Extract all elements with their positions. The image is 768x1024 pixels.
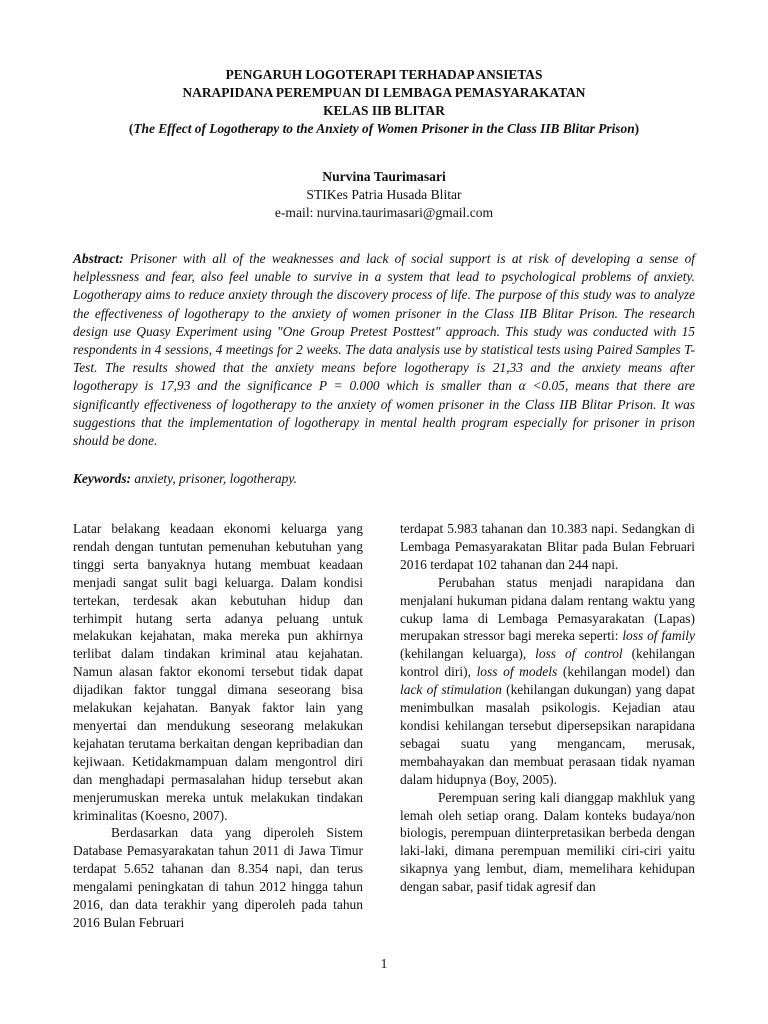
abstract	[73, 250, 695, 450]
author-block	[40, 168, 728, 222]
title-english-text: The Effect of Logotherapy to the Anxiety of Women Prisoner in the Class IIB Blitar Prison	[133, 121, 635, 136]
title-english: (The Effect of Logotherapy to the Anxiety of Women Prisoner in the Class IIB Blitar Prison)	[128, 121, 640, 136]
author-affiliation: STIKes Patria Husada Blitar	[306, 187, 462, 202]
paper-title	[40, 66, 728, 138]
body-column-right	[400, 520, 695, 896]
body-left-paragraph-2: Berdasarkan data yang diperoleh Sistem Database Pemasyarakatan tahun 2011 di Jawa Timur terdapat 5.652 tahanan dan 8.354 napi, dan terus mengalami peningkatan di tahun 2012 hingga tahun 2016, dan data terakhir yang diperoleh pada tahun 2016 Bulan Februari	[73, 825, 363, 930]
author-name: Nurvina Taurimasari	[322, 169, 446, 184]
keywords-text: anxiety, prisoner, logotherapy.	[134, 471, 297, 486]
abstract-label: Abstract:	[73, 251, 124, 266]
body-right-paragraph-2: Perubahan status menjadi narapidana dan menjalani hukuman pidana dalam rentang waktu yang cukup lama di Lembaga Pemasyarakatan (Lapas) merupakan stressor bagi mereka seperti: loss of family (kehilangan keluarga), loss of control (kehilangan kontrol diri), loss of models (kehilangan model) dan lack of stimulation (kehilangan dukungan) yang dapat menimbulkan masalah psikologis. Kejadian atau kondisi kehilangan tersebut dipersepsikan narapidana sebagai suatu yang mengancam, merusak, membahayakan dan membuat perasaan tidak nyaman dalam hidupnya (Boy, 2005).	[400, 574, 696, 787]
keywords-label: Keywords:	[73, 471, 132, 486]
title-line-3: KELAS IIB BLITAR	[323, 103, 445, 118]
keywords	[73, 470, 695, 488]
body-right-paragraph-3: Perempuan sering kali dianggap makhluk yang lemah oleh setiap orang. Dalam konteks budaya/non biologis, perempuan diinterpretasikan berbeda dengan laki-laki, dimana perempuan memiliki ciri-ciri yaitu sikapnya yang lembut, diam, memelihara kehidupan dengan sabar, pasif tidak agresif dan	[400, 789, 695, 895]
body-column-left	[73, 520, 363, 932]
abstract-text: Prisoner with all of the weaknesses and lack of social support is at risk of developing a sense of helplessness and fear, also feel unable to survive in a system that lead to psychological problems of anxiety. Logotherapy aims to reduce anxiety through the discovery process of life. The purpose of this study was to analyze the effectiveness of logotherapy to the anxiety of women prisoner in the Class IIB Blitar Prison. The research design use Quasy Experiment using "One Group Pretest Posttest" approach. This study was conducted with 15 respondents in 4 sessions, 4 meetings for 2 weeks. The data analysis use by statistical tests using Paired Samples T-Test. The results showed that the anxiety means before logotherapy is 21,33 and the anxiety means after logotherapy is 17,93 and the significance P = 0.000 which is smaller than α <0.05, means that there are significantly effectiveness of logotherapy to the anxiety of women prisoner in the Class IIB Blitar Prison. It was suggestions that the implementation of logotherapy in mental health program especially for prisoner in prison should be done.	[73, 251, 695, 449]
title-line-2: NARAPIDANA PEREMPUAN DI LEMBAGA PEMASYARAKATAN	[182, 85, 586, 100]
body-right-paragraph-1: terdapat 5.983 tahanan dan 10.383 napi. Sedangkan di Lembaga Pemasyarakatan Blitar pada Bulan Februari 2016 terdapat 102 tahanan dan 244 napi.	[400, 521, 695, 572]
author-email: e-mail: nurvina.taurimasari@gmail.com	[274, 205, 494, 220]
page-number: 1	[380, 956, 388, 971]
body-left-paragraph-1: Latar belakang keadaan ekonomi keluarga yang rendah dengan tuntutan pemenuhan kebutuhan yang tinggi serta banyaknya hutang membuat keadaan menjadi sangat sulit bagi keluarga. Dalam kondisi tertekan, terdesak akan kebutuhan hidup dan terhimpit hutang serta adanya peluang untuk melakukan kejahatan, maka mereka pun akhirnya terlibat dalam tindakan kriminal atau kejahatan. Namun alasan faktor ekonomi tersebut tidak dapat dijadikan faktor tunggal dimana seseorang bisa melakukan kejahatan. Banyak faktor lain yang menyertai dan mendukung seseorang melakukan kejahatan terutama berkaitan dengan kepribadian dan kejiwaan. Ketidakmampuan dalam mengontrol diri dan menghadapi permasalahan hidup tersebut akan menjerumuskan mereka untuk melakukan tindakan kriminalitas (Koesno, 2007).	[73, 521, 363, 823]
title-line-1: PENGARUH LOGOTERAPI TERHADAP ANSIETAS	[225, 67, 543, 82]
